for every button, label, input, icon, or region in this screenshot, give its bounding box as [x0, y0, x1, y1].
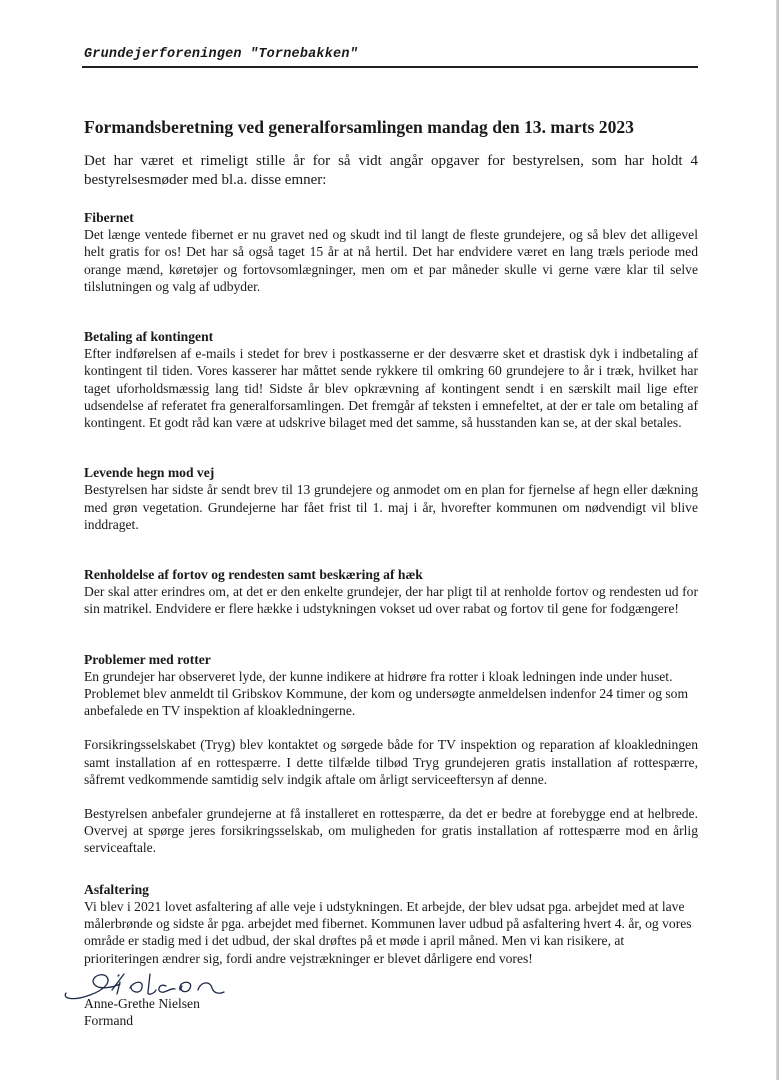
section-renholdelse: [84, 566, 698, 618]
signatory-role: Formand: [84, 1013, 134, 1028]
section-paragraph: Bestyrelsen anbefaler grundejerne at få installeret en rottespærre, da det er bedre at forebygge end at helbrede. Overvej at spørge jeres forsikringsselskab, om muligheden for gratis installation af rottespærre mod en årlig serviceaftale.: [84, 806, 698, 856]
document-title: Formandsberetning ved generalforsamlingen mandag den 13. marts 2023: [84, 117, 634, 137]
section-paragraph: Efter indførelsen af e-mails i stedet for brev i postkasserne er der desværre sket et drastisk dyk i indbetaling af kontingent til tiden. Vores kasserer har måttet sende rykkere til omkring 60 grundejere to år i træk, hvilket har taget uforholdsmæssig lang tid! Sidste år blev opkrævning af kontingent sendt i en særskilt mail lige efter udsendelse af referatet fra generalforsamlingen. Det fremgår af teksten i emnefeltet, at der er tale om betaling af kontingent. Et godt råd kan være at udskrive bilaget med det samme, så husstanden kan se, at der skal betales.: [84, 346, 698, 431]
document-body: [84, 116, 698, 1000]
intro-paragraph: Det har været et rimeligt stille år for så vidt angår opgaver for bestyrelsen, som har holdt 4 bestyrelsesmøder med bl.a. disse emner:: [84, 153, 698, 188]
section-fibernet: [84, 209, 698, 295]
section-paragraph: Der skal atter erindres om, at det er den enkelte grundejer, der har pligt til at renholde fortov og rendesten ud for sin matrikel. Endvidere er flere hække i udstykningen vokset ud over rabat og fortov til gene for fodgængere!: [84, 584, 698, 617]
section-hegn: [84, 464, 698, 533]
section-paragraph: Det længe ventede fibernet er nu gravet ned og skudt ind til langt de fleste grundejere, og så blev det alligevel helt gratis for os! Det har så også taget 15 år at nå hertil. Det har endvidere været en lang træls periode med orange mænd, køretøjer og fortovsomlægninger, men om et par måneder skulle vi gerne være klar til selve tilslutningen og valg af udbyder.: [84, 227, 698, 294]
signatory-name: Anne-Grethe Nielsen: [84, 996, 200, 1011]
section-kontingent: [84, 328, 698, 431]
section-heading: Asfaltering: [84, 881, 149, 897]
section-paragraph: En grundejer har observeret lyde, der kunne indikere at hidrøre fra rotter i kloak ledningen inde under huset. Problemet blev anmeldt til Gribskov Kommune, der kom og undersøgte anmeldelsen indenfor 24 timer og som anbefalede en TV inspektion af kloakledningerne.: [84, 668, 689, 719]
header-divider: [82, 66, 698, 68]
organization-header: Grundejerforeningen "Tornebakken": [84, 47, 358, 62]
section-paragraph: Forsikringsselskabet (Tryg) blev kontaktet og sørgede både for TV inspektion og reparation af kloakledningen samt installation af en rottespærre. I dette tilfælde tilbød Tryg grundejeren gratis installation af rottespærre, såfremt vedkommende samtidig selv indgik aftale om årligt serviceeftersyn af denne.: [84, 737, 698, 787]
section-heading: Problemer med rotter: [84, 651, 211, 667]
section-heading: Betaling af kontingent: [84, 329, 214, 345]
section-rotter: [84, 651, 698, 857]
section-heading: Levende hegn mod vej: [84, 465, 215, 481]
section-paragraph: Bestyrelsen har sidste år sendt brev til 13 grundejere og anmodet om en plan for fjernelse af hegn eller dækning med grøn vegetation. Grundejerne har fået frist til 1. maj i år, hvorefter kommunen om nødvendigt vil blive inddraget.: [84, 482, 698, 532]
section-paragraph: Vi blev i 2021 lovet asfaltering af alle veje i udstykningen. Et arbejde, der blev udsat pga. arbejdet med at lave målerbrønde og sidste år pga. arbejdet med fibernet. Kommunen laver udbud på asfaltering hvert 4. år, og vores område er stadig med i det udbud, der skal drøftes på et møde i april måned. Men vi kan risikere, at prioriteringen ændrer sig, fordi andre vejstrækninger er blevet dårligere end vores!: [84, 898, 692, 966]
section-asfaltering: [84, 881, 698, 967]
section-heading: Fibernet: [84, 210, 134, 225]
section-heading: Renholdelse af fortov og rendesten samt beskæring af hæk: [84, 567, 423, 583]
